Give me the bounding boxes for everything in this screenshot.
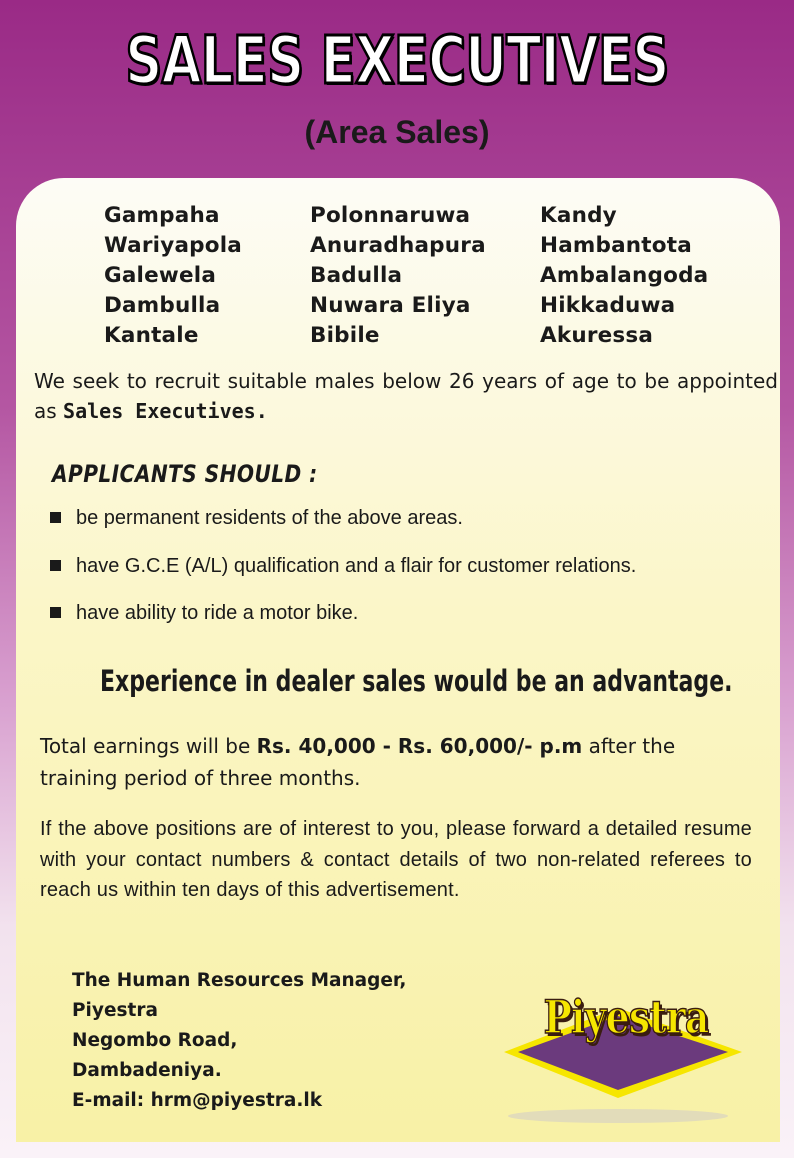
area-item: Akuressa xyxy=(540,323,654,348)
job-title-highlight: Sales Executives. xyxy=(63,399,268,423)
area-item: Nuwara Eliya xyxy=(310,293,471,318)
contact-address-line: Negombo Road, xyxy=(72,1030,238,1051)
area-item: Dambulla xyxy=(104,293,221,318)
area-list xyxy=(0,201,794,357)
area-item: Polonnaruwa xyxy=(310,203,471,228)
area-item: Hikkaduwa xyxy=(540,293,676,318)
area-item: Ambalangoda xyxy=(540,263,709,288)
page-title: SALES EXECUTIVES xyxy=(125,22,669,99)
contact-title: The Human Resources Manager, xyxy=(72,970,407,991)
square-bullet-icon xyxy=(50,607,61,618)
area-item: Kandy xyxy=(540,203,617,228)
requirement-text: have G.C.E (A/L) qualification and a flair for customer relations. xyxy=(76,555,637,577)
contact-address-line: Dambadeniya. xyxy=(72,1060,222,1081)
earnings-paragraph xyxy=(40,730,756,794)
salary-range: Rs. 40,000 - Rs. 60,000/- p.m xyxy=(256,734,583,758)
square-bullet-icon xyxy=(50,560,61,571)
area-item: Gampaha xyxy=(104,203,220,228)
applicants-heading: APPLICANTS SHOULD : xyxy=(52,460,318,488)
area-column-3 xyxy=(540,201,708,351)
area-column-1 xyxy=(104,201,242,351)
area-item: Hambantota xyxy=(540,233,692,258)
logo-wordmark: Piyestra xyxy=(543,990,709,1044)
area-item: Wariyapola xyxy=(104,233,242,258)
area-item: Bibile xyxy=(310,323,380,348)
requirement-text: be permanent residents of the above areas. xyxy=(76,507,463,529)
area-item: Galewela xyxy=(104,263,217,288)
company-logo xyxy=(496,990,756,1130)
earnings-prefix: Total earnings will be xyxy=(40,734,257,758)
square-bullet-icon xyxy=(50,512,61,523)
area-item: Kantale xyxy=(104,323,199,348)
requirement-text: have ability to ride a motor bike. xyxy=(76,602,359,624)
contact-email[interactable]: E-mail: hrm@piyestra.lk xyxy=(72,1090,322,1111)
page-subtitle: (Area Sales) xyxy=(304,114,490,150)
contact-company: Piyestra xyxy=(72,1000,158,1021)
intro-paragraph xyxy=(34,366,778,426)
area-item: Anuradhapura xyxy=(310,233,486,258)
application-instructions: If the above positions are of interest to you, please forward a detailed resume with your contact numbers & contact details of two non-related referees to reach us within ten days of this advertisement. xyxy=(40,818,752,901)
intro-text: We seek to recruit suitable males below 26 years of age to be appointed as xyxy=(34,369,778,423)
area-item: Badulla xyxy=(310,263,403,288)
experience-note: Experience in dealer sales would be an advantage. xyxy=(100,664,733,698)
contact-block xyxy=(72,966,406,1116)
area-column-2 xyxy=(310,201,486,351)
earnings-suffix: after the training period of three months. xyxy=(40,734,676,790)
